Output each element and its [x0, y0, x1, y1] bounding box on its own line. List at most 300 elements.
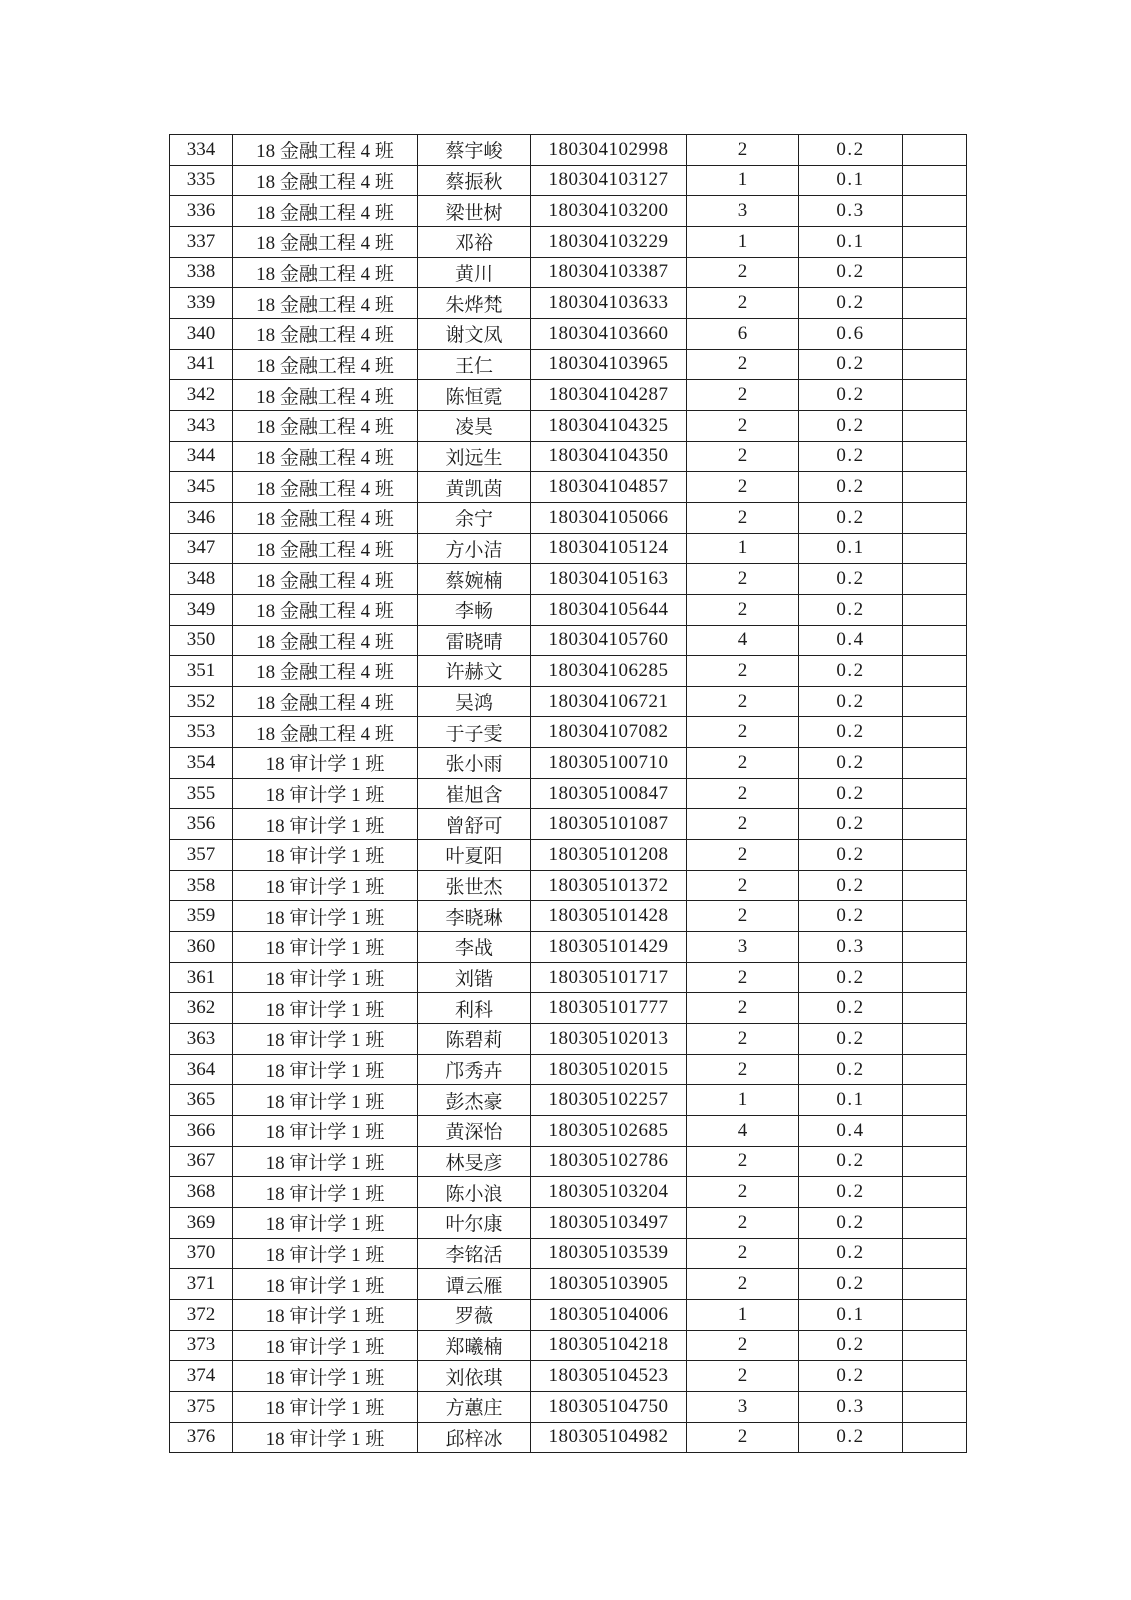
cell-student-name: 曾舒可: [418, 809, 531, 840]
cell-class-name: 18 审计学 1 班: [233, 1269, 418, 1300]
cell-class-name: 18 审计学 1 班: [233, 1238, 418, 1269]
cell-score: 0.2: [799, 1238, 903, 1269]
cell-class-name: 18 金融工程 4 班: [233, 441, 418, 472]
cell-count: 2: [687, 1207, 799, 1238]
cell-count: 1: [687, 1299, 799, 1330]
cell-row-number: 367: [170, 1146, 233, 1177]
cell-score: 0.2: [799, 1146, 903, 1177]
cell-score: 0.2: [799, 809, 903, 840]
cell-score: 0.2: [799, 502, 903, 533]
cell-row-number: 365: [170, 1085, 233, 1116]
cell-student-name: 郑曦楠: [418, 1330, 531, 1361]
cell-count: 4: [687, 1116, 799, 1147]
cell-student-name: 张世杰: [418, 870, 531, 901]
cell-class-name: 18 金融工程 4 班: [233, 533, 418, 564]
cell-class-name: 18 金融工程 4 班: [233, 625, 418, 656]
cell-score: 0.1: [799, 533, 903, 564]
cell-blank: [903, 165, 967, 196]
table-row: [170, 226, 967, 257]
cell-student-id: 180305103497: [531, 1207, 687, 1238]
table-row: [170, 656, 967, 687]
cell-row-number: 373: [170, 1330, 233, 1361]
cell-class-name: 18 审计学 1 班: [233, 778, 418, 809]
cell-student-name: 李战: [418, 932, 531, 963]
cell-count: 2: [687, 1177, 799, 1208]
cell-row-number: 362: [170, 993, 233, 1024]
cell-blank: [903, 1116, 967, 1147]
cell-student-name: 雷晓晴: [418, 625, 531, 656]
cell-blank: [903, 288, 967, 319]
cell-count: 2: [687, 1054, 799, 1085]
cell-row-number: 368: [170, 1177, 233, 1208]
cell-student-name: 林旻彦: [418, 1146, 531, 1177]
cell-student-name: 刘锴: [418, 962, 531, 993]
cell-class-name: 18 金融工程 4 班: [233, 380, 418, 411]
table-row: [170, 717, 967, 748]
cell-student-id: 180305103905: [531, 1269, 687, 1300]
cell-count: 1: [687, 533, 799, 564]
cell-class-name: 18 金融工程 4 班: [233, 564, 418, 595]
cell-score: 0.3: [799, 932, 903, 963]
cell-student-name: 刘远生: [418, 441, 531, 472]
cell-row-number: 358: [170, 870, 233, 901]
cell-student-name: 李畅: [418, 594, 531, 625]
table-row: [170, 1024, 967, 1055]
cell-student-name: 黄川: [418, 257, 531, 288]
table-row: [170, 840, 967, 871]
cell-blank: [903, 840, 967, 871]
table-row: [170, 441, 967, 472]
cell-student-id: 180304103660: [531, 318, 687, 349]
cell-score: 0.2: [799, 472, 903, 503]
cell-student-id: 180305101372: [531, 870, 687, 901]
cell-row-number: 335: [170, 165, 233, 196]
cell-class-name: 18 金融工程 4 班: [233, 226, 418, 257]
table-row: [170, 901, 967, 932]
cell-count: 2: [687, 410, 799, 441]
cell-row-number: 363: [170, 1024, 233, 1055]
cell-student-name: 利科: [418, 993, 531, 1024]
cell-blank: [903, 1269, 967, 1300]
cell-score: 0.2: [799, 993, 903, 1024]
cell-score: 0.1: [799, 165, 903, 196]
cell-student-id: 180305100847: [531, 778, 687, 809]
table-row: [170, 748, 967, 779]
cell-row-number: 339: [170, 288, 233, 319]
cell-student-id: 180305101087: [531, 809, 687, 840]
cell-blank: [903, 1391, 967, 1422]
cell-class-name: 18 金融工程 4 班: [233, 594, 418, 625]
cell-score: 0.2: [799, 901, 903, 932]
table-row: [170, 993, 967, 1024]
cell-class-name: 18 审计学 1 班: [233, 1116, 418, 1147]
cell-student-id: 180304105066: [531, 502, 687, 533]
cell-student-name: 方蕙庄: [418, 1391, 531, 1422]
cell-count: 2: [687, 594, 799, 625]
cell-score: 0.2: [799, 257, 903, 288]
cell-blank: [903, 257, 967, 288]
cell-student-id: 180304103387: [531, 257, 687, 288]
cell-blank: [903, 870, 967, 901]
cell-row-number: 372: [170, 1299, 233, 1330]
cell-blank: [903, 717, 967, 748]
cell-count: 2: [687, 441, 799, 472]
cell-row-number: 336: [170, 196, 233, 227]
cell-count: 2: [687, 380, 799, 411]
table-row: [170, 1299, 967, 1330]
cell-count: 2: [687, 993, 799, 1024]
cell-student-id: 180304107082: [531, 717, 687, 748]
cell-student-id: 180305101429: [531, 932, 687, 963]
cell-count: 1: [687, 1085, 799, 1116]
cell-row-number: 344: [170, 441, 233, 472]
cell-score: 0.2: [799, 1361, 903, 1392]
cell-blank: [903, 1361, 967, 1392]
cell-student-id: 180304103127: [531, 165, 687, 196]
cell-row-number: 349: [170, 594, 233, 625]
cell-count: 2: [687, 1361, 799, 1392]
table-row: [170, 1330, 967, 1361]
cell-score: 0.2: [799, 594, 903, 625]
table-row: [170, 594, 967, 625]
cell-student-name: 蔡振秋: [418, 165, 531, 196]
cell-student-id: 180305102015: [531, 1054, 687, 1085]
cell-student-name: 李晓琳: [418, 901, 531, 932]
cell-row-number: 356: [170, 809, 233, 840]
cell-blank: [903, 564, 967, 595]
cell-blank: [903, 594, 967, 625]
cell-blank: [903, 1177, 967, 1208]
cell-row-number: 342: [170, 380, 233, 411]
cell-blank: [903, 472, 967, 503]
cell-class-name: 18 审计学 1 班: [233, 901, 418, 932]
cell-student-id: 180304104325: [531, 410, 687, 441]
cell-student-name: 凌昊: [418, 410, 531, 441]
cell-class-name: 18 审计学 1 班: [233, 1207, 418, 1238]
cell-row-number: 346: [170, 502, 233, 533]
cell-row-number: 341: [170, 349, 233, 380]
cell-blank: [903, 686, 967, 717]
cell-student-name: 崔旭含: [418, 778, 531, 809]
cell-blank: [903, 380, 967, 411]
cell-count: 2: [687, 901, 799, 932]
cell-student-name: 梁世树: [418, 196, 531, 227]
cell-student-id: 180304103965: [531, 349, 687, 380]
cell-count: 2: [687, 288, 799, 319]
cell-student-id: 180304106721: [531, 686, 687, 717]
cell-score: 0.2: [799, 410, 903, 441]
cell-class-name: 18 审计学 1 班: [233, 962, 418, 993]
cell-class-name: 18 审计学 1 班: [233, 840, 418, 871]
table-row: [170, 870, 967, 901]
table-row: [170, 472, 967, 503]
cell-blank: [903, 1146, 967, 1177]
cell-row-number: 360: [170, 932, 233, 963]
cell-count: 2: [687, 1146, 799, 1177]
cell-count: 2: [687, 472, 799, 503]
cell-student-id: 180305104982: [531, 1422, 687, 1453]
cell-blank: [903, 441, 967, 472]
cell-student-name: 叶夏阳: [418, 840, 531, 871]
cell-student-name: 谭云雁: [418, 1269, 531, 1300]
cell-student-name: 李铭活: [418, 1238, 531, 1269]
cell-student-id: 180305103204: [531, 1177, 687, 1208]
table-row: [170, 1054, 967, 1085]
cell-count: 2: [687, 135, 799, 166]
cell-count: 2: [687, 870, 799, 901]
cell-row-number: 345: [170, 472, 233, 503]
cell-count: 2: [687, 840, 799, 871]
cell-class-name: 18 审计学 1 班: [233, 993, 418, 1024]
cell-class-name: 18 金融工程 4 班: [233, 165, 418, 196]
table-row: [170, 1177, 967, 1208]
table-row: [170, 564, 967, 595]
cell-count: 6: [687, 318, 799, 349]
cell-count: 2: [687, 1422, 799, 1453]
cell-score: 0.4: [799, 625, 903, 656]
cell-student-id: 180305104523: [531, 1361, 687, 1392]
cell-score: 0.2: [799, 380, 903, 411]
cell-score: 0.2: [799, 748, 903, 779]
cell-student-name: 吴鸿: [418, 686, 531, 717]
cell-score: 0.2: [799, 349, 903, 380]
cell-student-name: 陈碧莉: [418, 1024, 531, 1055]
cell-class-name: 18 金融工程 4 班: [233, 717, 418, 748]
cell-score: 0.2: [799, 441, 903, 472]
table-row: [170, 502, 967, 533]
cell-student-id: 180305102786: [531, 1146, 687, 1177]
cell-class-name: 18 审计学 1 班: [233, 1361, 418, 1392]
cell-student-name: 谢文凤: [418, 318, 531, 349]
cell-class-name: 18 审计学 1 班: [233, 1146, 418, 1177]
cell-count: 2: [687, 1238, 799, 1269]
table-row: [170, 318, 967, 349]
cell-count: 3: [687, 196, 799, 227]
cell-row-number: 357: [170, 840, 233, 871]
cell-student-id: 180304104287: [531, 380, 687, 411]
cell-row-number: 364: [170, 1054, 233, 1085]
table-row: [170, 410, 967, 441]
cell-score: 0.2: [799, 717, 903, 748]
cell-blank: [903, 226, 967, 257]
cell-student-name: 蔡婉楠: [418, 564, 531, 595]
cell-student-id: 180305102685: [531, 1116, 687, 1147]
table-row: [170, 809, 967, 840]
cell-row-number: 337: [170, 226, 233, 257]
cell-class-name: 18 金融工程 4 班: [233, 656, 418, 687]
cell-student-name: 黄深怡: [418, 1116, 531, 1147]
cell-student-name: 罗薇: [418, 1299, 531, 1330]
cell-row-number: 375: [170, 1391, 233, 1422]
cell-student-id: 180304102998: [531, 135, 687, 166]
cell-score: 0.3: [799, 1391, 903, 1422]
table-row: [170, 625, 967, 656]
cell-class-name: 18 金融工程 4 班: [233, 257, 418, 288]
cell-score: 0.1: [799, 226, 903, 257]
cell-row-number: 352: [170, 686, 233, 717]
cell-count: 2: [687, 1024, 799, 1055]
cell-score: 0.2: [799, 1024, 903, 1055]
cell-blank: [903, 1330, 967, 1361]
cell-score: 0.2: [799, 870, 903, 901]
cell-student-id: 180305102013: [531, 1024, 687, 1055]
table-row: [170, 165, 967, 196]
cell-student-name: 叶尔康: [418, 1207, 531, 1238]
cell-blank: [903, 778, 967, 809]
cell-score: 0.2: [799, 686, 903, 717]
cell-class-name: 18 金融工程 4 班: [233, 472, 418, 503]
cell-row-number: 355: [170, 778, 233, 809]
cell-class-name: 18 审计学 1 班: [233, 932, 418, 963]
cell-count: 2: [687, 502, 799, 533]
cell-blank: [903, 1238, 967, 1269]
cell-blank: [903, 1054, 967, 1085]
cell-count: 2: [687, 257, 799, 288]
cell-student-id: 180305104218: [531, 1330, 687, 1361]
cell-blank: [903, 932, 967, 963]
cell-class-name: 18 审计学 1 班: [233, 809, 418, 840]
table-row: [170, 288, 967, 319]
cell-score: 0.2: [799, 656, 903, 687]
student-roster-table: [169, 134, 967, 1453]
table-row: [170, 135, 967, 166]
cell-count: 1: [687, 165, 799, 196]
table-row: [170, 349, 967, 380]
cell-student-name: 于子雯: [418, 717, 531, 748]
cell-score: 0.2: [799, 1054, 903, 1085]
cell-blank: [903, 1207, 967, 1238]
cell-row-number: 351: [170, 656, 233, 687]
cell-blank: [903, 993, 967, 1024]
table-row: [170, 1085, 967, 1116]
cell-student-id: 180305104006: [531, 1299, 687, 1330]
cell-score: 0.1: [799, 1299, 903, 1330]
cell-student-id: 180305101717: [531, 962, 687, 993]
cell-count: 2: [687, 686, 799, 717]
cell-row-number: 361: [170, 962, 233, 993]
cell-blank: [903, 533, 967, 564]
cell-student-name: 方小洁: [418, 533, 531, 564]
cell-student-id: 180304105163: [531, 564, 687, 595]
cell-student-name: 许赫文: [418, 656, 531, 687]
cell-student-id: 180305103539: [531, 1238, 687, 1269]
cell-class-name: 18 金融工程 4 班: [233, 135, 418, 166]
cell-blank: [903, 748, 967, 779]
cell-score: 0.2: [799, 288, 903, 319]
cell-blank: [903, 196, 967, 227]
cell-student-id: 180305104750: [531, 1391, 687, 1422]
table-row: [170, 1116, 967, 1147]
cell-class-name: 18 金融工程 4 班: [233, 410, 418, 441]
cell-row-number: 350: [170, 625, 233, 656]
cell-student-name: 朱烨梵: [418, 288, 531, 319]
cell-blank: [903, 349, 967, 380]
cell-student-name: 陈恒霓: [418, 380, 531, 411]
cell-row-number: 359: [170, 901, 233, 932]
cell-row-number: 347: [170, 533, 233, 564]
cell-student-name: 陈小浪: [418, 1177, 531, 1208]
cell-count: 2: [687, 778, 799, 809]
cell-score: 0.2: [799, 1422, 903, 1453]
cell-score: 0.2: [799, 1207, 903, 1238]
cell-score: 0.3: [799, 196, 903, 227]
cell-student-id: 180304105644: [531, 594, 687, 625]
cell-row-number: 370: [170, 1238, 233, 1269]
cell-score: 0.4: [799, 1116, 903, 1147]
cell-student-name: 黄凯茵: [418, 472, 531, 503]
cell-count: 2: [687, 962, 799, 993]
cell-student-name: 邓裕: [418, 226, 531, 257]
cell-row-number: 376: [170, 1422, 233, 1453]
cell-row-number: 353: [170, 717, 233, 748]
table-row: [170, 1422, 967, 1453]
cell-row-number: 354: [170, 748, 233, 779]
cell-student-id: 180304105760: [531, 625, 687, 656]
cell-count: 4: [687, 625, 799, 656]
cell-blank: [903, 410, 967, 441]
cell-count: 2: [687, 349, 799, 380]
cell-class-name: 18 审计学 1 班: [233, 1054, 418, 1085]
cell-count: 3: [687, 1391, 799, 1422]
cell-blank: [903, 809, 967, 840]
cell-class-name: 18 金融工程 4 班: [233, 349, 418, 380]
cell-student-name: 王仁: [418, 349, 531, 380]
cell-blank: [903, 1422, 967, 1453]
table-row: [170, 932, 967, 963]
cell-score: 0.2: [799, 1269, 903, 1300]
cell-student-id: 180305101208: [531, 840, 687, 871]
cell-blank: [903, 901, 967, 932]
cell-student-id: 180305102257: [531, 1085, 687, 1116]
cell-row-number: 371: [170, 1269, 233, 1300]
cell-score: 0.2: [799, 840, 903, 871]
cell-count: 2: [687, 564, 799, 595]
table-row: [170, 1269, 967, 1300]
cell-count: 1: [687, 226, 799, 257]
cell-class-name: 18 金融工程 4 班: [233, 502, 418, 533]
cell-count: 2: [687, 717, 799, 748]
cell-student-id: 180304103200: [531, 196, 687, 227]
roster-table-body: [170, 135, 967, 1453]
cell-student-name: 邱梓冰: [418, 1422, 531, 1453]
cell-class-name: 18 金融工程 4 班: [233, 196, 418, 227]
cell-score: 0.2: [799, 962, 903, 993]
cell-class-name: 18 审计学 1 班: [233, 1422, 418, 1453]
cell-score: 0.1: [799, 1085, 903, 1116]
cell-blank: [903, 1024, 967, 1055]
cell-class-name: 18 审计学 1 班: [233, 870, 418, 901]
cell-student-id: 180304103229: [531, 226, 687, 257]
table-row: [170, 686, 967, 717]
table-row: [170, 533, 967, 564]
cell-student-name: 余宁: [418, 502, 531, 533]
cell-score: 0.2: [799, 778, 903, 809]
cell-class-name: 18 金融工程 4 班: [233, 288, 418, 319]
cell-score: 0.6: [799, 318, 903, 349]
table-row: [170, 1361, 967, 1392]
table-row: [170, 1146, 967, 1177]
cell-student-name: 邝秀卉: [418, 1054, 531, 1085]
cell-blank: [903, 1299, 967, 1330]
table-row: [170, 1207, 967, 1238]
table-row: [170, 1391, 967, 1422]
cell-count: 2: [687, 748, 799, 779]
cell-score: 0.2: [799, 1330, 903, 1361]
cell-student-name: 刘依琪: [418, 1361, 531, 1392]
cell-row-number: 374: [170, 1361, 233, 1392]
cell-count: 2: [687, 1269, 799, 1300]
cell-count: 2: [687, 809, 799, 840]
